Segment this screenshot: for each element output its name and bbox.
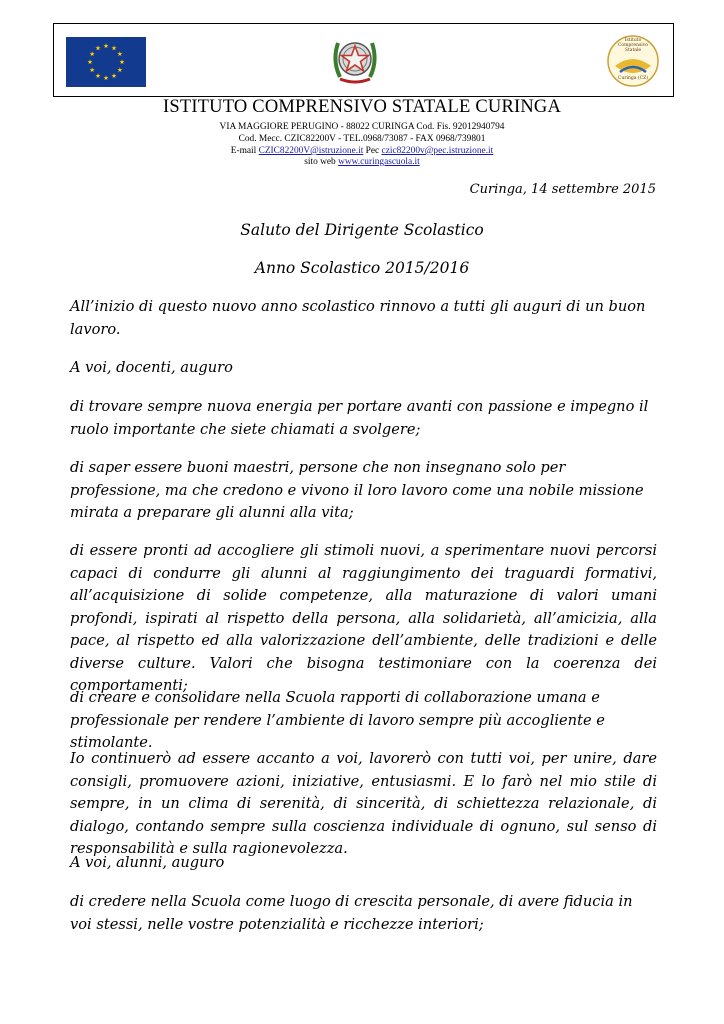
letter-subtitle: Anno Scolastico 2015/2016: [254, 259, 470, 277]
paragraph-intro: All’inizio di questo nuovo anno scolastico rinnovo a tutti gli auguri di un buon lavoro.: [70, 298, 646, 338]
pec-link[interactable]: czic82200v@pec.istruzione.it: [381, 146, 494, 156]
paragraph-teachers-heading: A voi, docenti, auguro: [70, 359, 233, 376]
letter-date: Curinga, 14 settembre 2015: [469, 182, 656, 197]
logo-text-bottom: Curinga (CZ): [618, 76, 648, 81]
email-prefix: E-mail: [230, 146, 257, 156]
website-line: [0, 156, 724, 168]
eu-flag-logo: [66, 37, 146, 87]
site-prefix: sito web: [304, 157, 336, 167]
codes-line: Cod. Mecc. CZIC82200V - TEL.0968/73087 - FAX 0968/739801: [238, 134, 486, 144]
paragraph-students-1: di credere nella Scuola come luogo di crescita personale, di avere fiducia in voi stessi, nelle vostre potenzialità e ricchezze interiori;: [70, 893, 633, 933]
italian-republic-emblem: [330, 31, 380, 89]
email-link[interactable]: CZIC82200V@istruzione.it: [258, 146, 364, 156]
letter-title: Saluto del Dirigente Scolastico: [240, 221, 484, 239]
paragraph-teachers-4: di creare e consolidare nella Scuola rapporti di collaborazione umana e professionale per rendere l’ambiente di lavoro sempre più accogliente e stimolante.: [70, 689, 605, 751]
logo-text-top: Istituto Comprensivo Statale: [617, 38, 648, 53]
paragraph-commitment: Io continuerò ad essere accanto a voi, lavorerò con tutti voi, per unire, dare consigli, promuovere azioni, iniziative, entusiasmi. E lo farò nel mio stile di sempre, in un clima di serenità, di sincerità, di schiettezza relazionale, di dialogo, contando sempre sulla coscienza individuale di ognuno, sul senso di responsabilità e sulla ragionevolezza.: [70, 750, 657, 857]
paragraph-teachers-3: di essere pronti ad accogliere gli stimoli nuovi, a sperimentare nuovi percorsi capaci di condurre gli alunni al raggiungimento dei traguardi formativi, all’acquisizione di solide competenze, alla maturazione di valori umani profondi, ispirati al rispetto della persona, alla solidarietà, all’amicizia, alla pace, al rispetto ed alla valorizzazione dell’ambiente, delle tradizioni e delle diverse culture. Valori che bisogna testimoniare con la coerenza dei comportamenti;: [70, 542, 657, 694]
pec-prefix: Pec: [365, 146, 380, 156]
site-link[interactable]: www.curingascuola.it: [338, 157, 420, 167]
paragraph-students-heading: A voi, alunni, auguro: [70, 854, 225, 871]
school-logo: [606, 32, 660, 90]
address-line: VIA MAGGIORE PERUGINO - 88022 CURINGA Cod. Fis. 92012940794: [219, 122, 505, 132]
institute-name: ISTITUTO COMPRENSIVO STATALE CURINGA: [162, 97, 562, 117]
paragraph-teachers-2: di saper essere buoni maestri, persone che non insegnano solo per professione, ma che credono e vivono il loro lavoro come una nobile missione mirata a preparare gli alunni alla vita;: [70, 459, 644, 521]
paragraph-teachers-1: di trovare sempre nuova energia per portare avanti con passione e impegno il ruolo importante che siete chiamati a svolgere;: [70, 398, 649, 438]
letterhead-frame: [53, 23, 674, 97]
